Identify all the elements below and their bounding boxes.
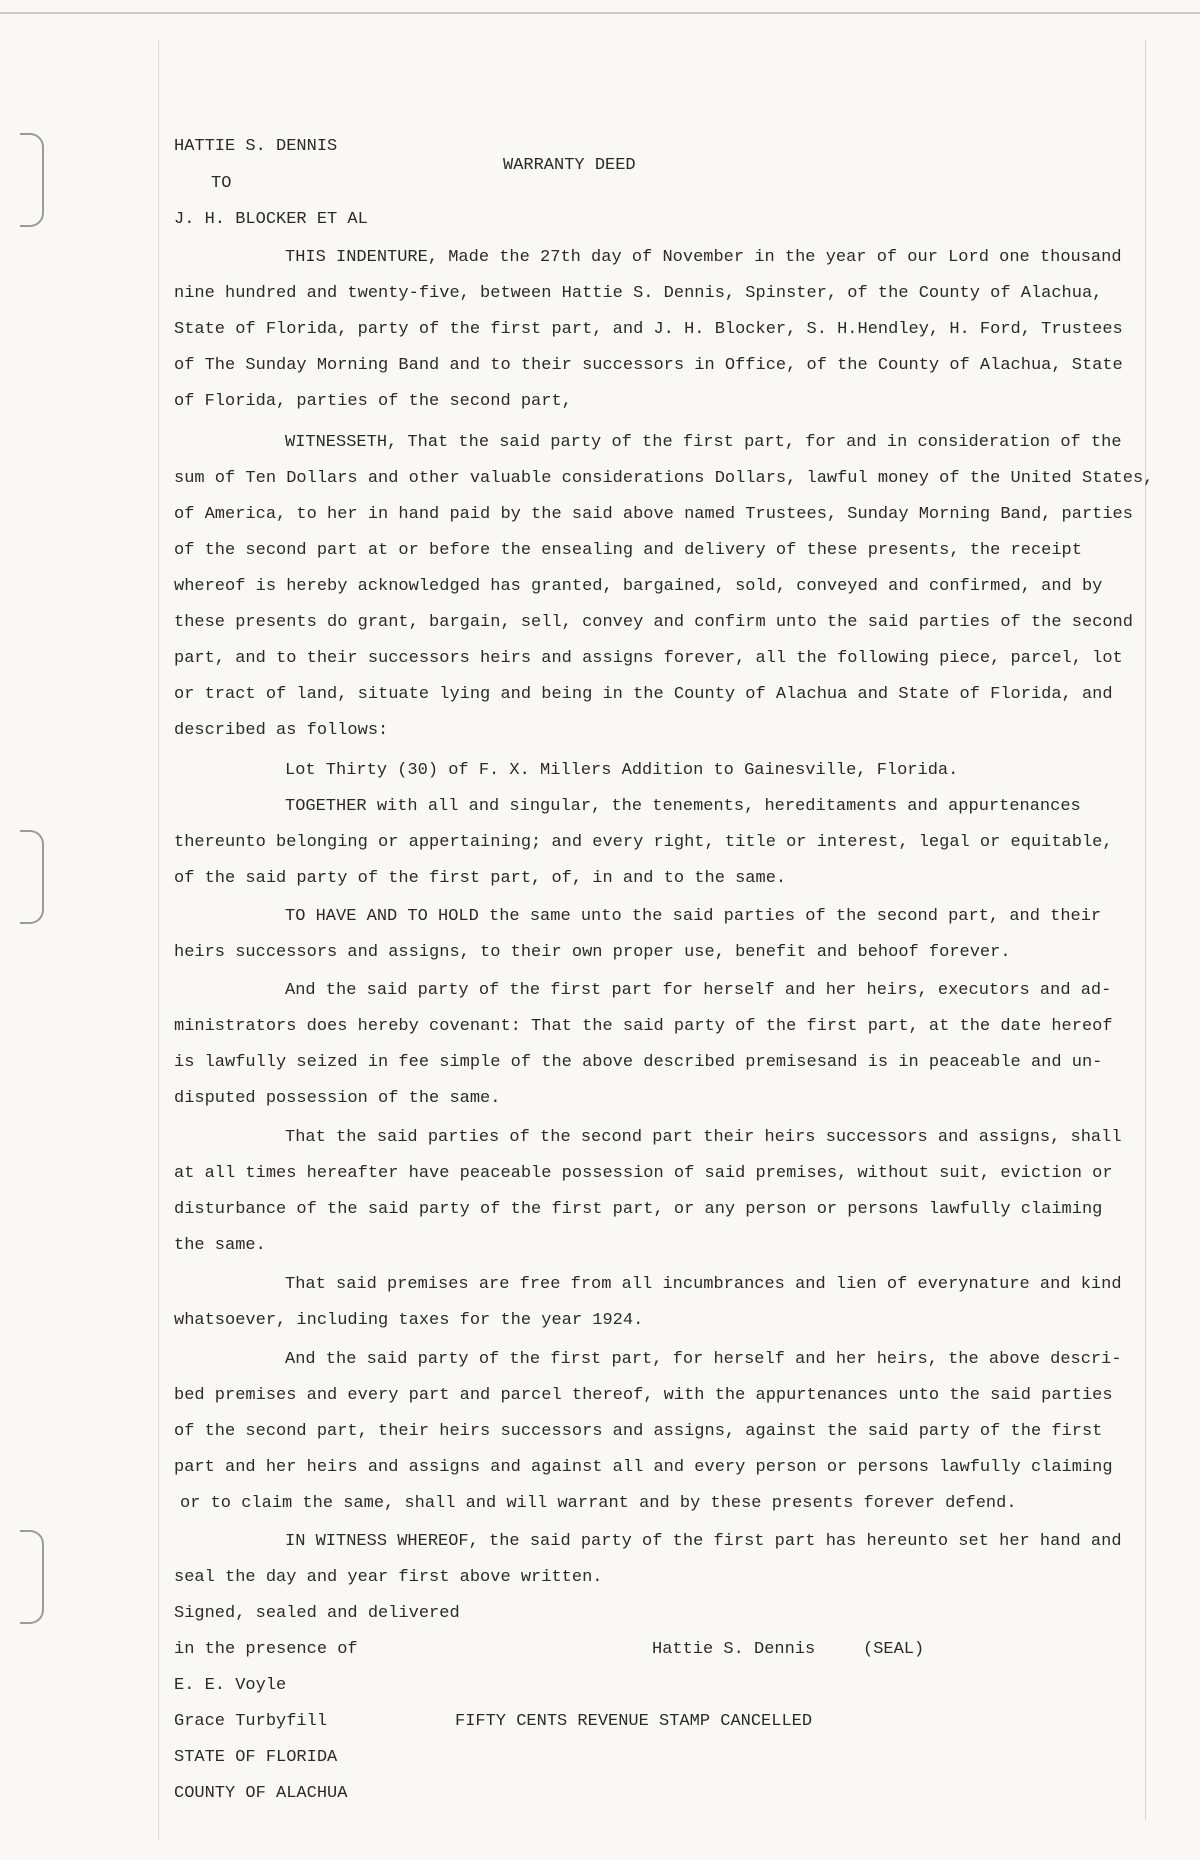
body-line: whatsoever, including taxes for the year 1924. (174, 1311, 644, 1330)
binder-hole-icon (20, 1530, 44, 1624)
body-line: at all times hereafter have peaceable possession of said premises, without suit, eviction or (174, 1164, 1113, 1183)
document-title: WARRANTY DEED (503, 156, 636, 175)
top-rule (0, 12, 1200, 14)
signed-label: Signed, sealed and delivered (174, 1604, 460, 1623)
right-margin-rule (1145, 40, 1146, 1820)
witness-name: Grace Turbyfill (174, 1712, 328, 1731)
body-line: nine hundred and twenty-five, between Hattie S. Dennis, Spinster, of the County of Alachua, (174, 284, 1103, 303)
body-line: And the said party of the first part, for herself and her heirs, the above descri- (285, 1350, 1122, 1369)
body-line: of The Sunday Morning Band and to their successors in Office, of the County of Alachua, State (174, 356, 1123, 375)
signatory-name: Hattie S. Dennis (652, 1640, 816, 1659)
body-line: disturbance of the said party of the first part, or any person or persons lawfully claiming (174, 1200, 1103, 1219)
body-line: of the said party of the first part, of, in and to the same. (174, 869, 787, 888)
body-line: the same. (174, 1236, 266, 1255)
body-line: ministrators does hereby covenant: That the said party of the first part, at the date hereof (174, 1017, 1113, 1036)
left-margin-rule (158, 40, 159, 1840)
body-line: That the said parties of the second part their heirs successors and assigns, shall (285, 1128, 1122, 1147)
state-label: STATE OF FLORIDA (174, 1748, 338, 1767)
property-description: Lot Thirty (30) of F. X. Millers Addition to Gainesville, Florida. (285, 761, 959, 780)
body-line: sum of Ten Dollars and other valuable considerations Dollars, lawful money of the United States, (174, 469, 1154, 488)
body-line: seal the day and year first above written. (174, 1568, 603, 1587)
revenue-stamp-note: FIFTY CENTS REVENUE STAMP CANCELLED (455, 1712, 813, 1731)
body-line: WITNESSETH, That the said party of the first part, for and in consideration of the (285, 433, 1122, 452)
body-line: part and her heirs and assigns and against all and every person or persons lawfully claiming (174, 1458, 1113, 1477)
county-label: COUNTY OF ALACHUA (174, 1784, 348, 1803)
binder-hole-icon (20, 830, 44, 924)
body-line: or tract of land, situate lying and being in the County of Alachua and State of Florida, and (174, 685, 1113, 704)
body-line: of America, to her in hand paid by the said above named Trustees, Sunday Morning Band, parties (174, 505, 1133, 524)
body-line: of Florida, parties of the second part, (174, 392, 572, 411)
body-line: heirs successors and assigns, to their own proper use, benefit and behoof forever. (174, 943, 1011, 962)
body-line: described as follows: (174, 721, 389, 740)
grantee-name: J. H. BLOCKER ET AL (174, 210, 368, 229)
body-line: IN WITNESS WHEREOF, the said party of the first part has hereunto set her hand and (285, 1532, 1122, 1551)
body-line: thereunto belonging or appertaining; and every right, title or interest, legal or equitable, (174, 833, 1113, 852)
body-line: State of Florida, party of the first part, and J. H. Blocker, S. H.Hendley, H. Ford, Trustees (174, 320, 1123, 339)
to-label: TO (211, 174, 232, 193)
seal-mark: (SEAL) (863, 1640, 925, 1659)
body-line: part, and to their successors heirs and assigns forever, all the following piece, parcel, lot (174, 649, 1123, 668)
witness-name: E. E. Voyle (174, 1676, 287, 1695)
body-line: TOGETHER with all and singular, the tenements, hereditaments and appurtenances (285, 797, 1081, 816)
body-line: bed premises and every part and parcel thereof, with the appurtenances unto the said parties (174, 1386, 1113, 1405)
body-line: disputed possession of the same. (174, 1089, 501, 1108)
body-line: TO HAVE AND TO HOLD the same unto the said parties of the second part, and their (285, 907, 1102, 926)
binder-hole-icon (20, 133, 44, 227)
grantor-name: HATTIE S. DENNIS (174, 137, 338, 156)
body-line: THIS INDENTURE, Made the 27th day of November in the year of our Lord one thousand (285, 248, 1122, 267)
body-line: That said premises are free from all incumbrances and lien of everynature and kind (285, 1275, 1122, 1294)
body-line: or to claim the same, shall and will warrant and by these presents forever defend. (180, 1494, 1017, 1513)
body-line: of the second part, their heirs successors and assigns, against the said party of the first (174, 1422, 1103, 1441)
body-line: is lawfully seized in fee simple of the above described premisesand is in peaceable and un- (174, 1053, 1103, 1072)
body-line: these presents do grant, bargain, sell, convey and confirm unto the said parties of the second (174, 613, 1133, 632)
body-line: whereof is hereby acknowledged has granted, bargained, sold, conveyed and confirmed, and by (174, 577, 1103, 596)
body-line: of the second part at or before the ensealing and delivery of these presents, the receipt (174, 541, 1082, 560)
body-line: And the said party of the first part for herself and her heirs, executors and ad- (285, 981, 1112, 1000)
presence-label: in the presence of (174, 1640, 358, 1659)
